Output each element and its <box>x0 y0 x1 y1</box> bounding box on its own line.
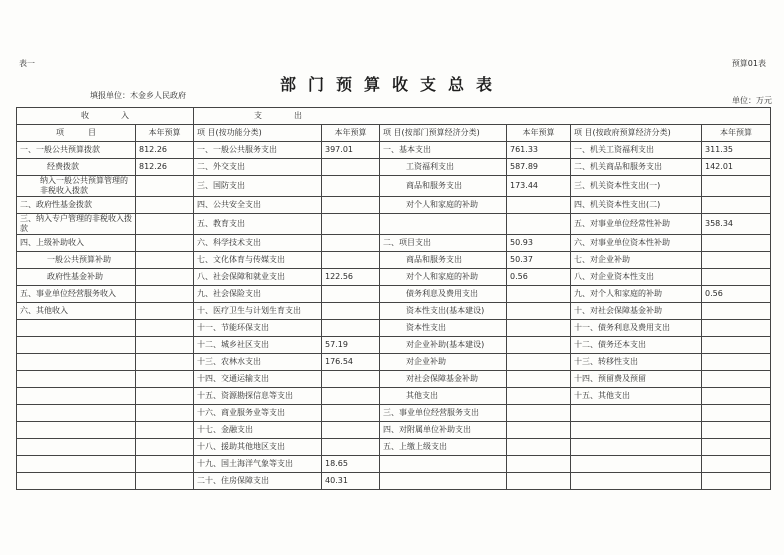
gov-economic-budget-cell: 358.34 <box>702 214 771 235</box>
income-budget-cell <box>136 456 194 473</box>
table-row <box>17 176 771 197</box>
gov-economic-budget-cell <box>702 303 771 320</box>
gov-economic-budget-cell <box>702 473 771 490</box>
gov-economic-item-cell: 八、对企业资本性支出 <box>571 269 702 286</box>
dept-economic-item-cell: 对企业补助(基本建设) <box>380 337 507 354</box>
income-item-cell <box>17 371 136 388</box>
dept-economic-budget-cell <box>507 473 571 490</box>
dept-economic-item-cell <box>380 214 507 235</box>
function-item-cell: 十、医疗卫生与计划生育支出 <box>194 303 322 320</box>
gov-economic-budget-cell <box>702 456 771 473</box>
function-item-cell: 六、科学技术支出 <box>194 235 322 252</box>
gov-economic-item-cell <box>571 405 702 422</box>
gov-economic-budget-cell <box>702 354 771 371</box>
dept-economic-budget-cell <box>507 214 571 235</box>
dept-economic-budget-cell <box>507 286 571 303</box>
gov-economic-budget-cell <box>702 337 771 354</box>
dept-economic-budget-cell <box>507 388 571 405</box>
function-item-cell: 五、教育支出 <box>194 214 322 235</box>
income-item-cell <box>17 354 136 371</box>
income-budget-cell <box>136 320 194 337</box>
table-row <box>17 320 771 337</box>
function-budget-cell <box>322 371 380 388</box>
budget-summary-table <box>16 107 771 490</box>
income-item-cell <box>17 439 136 456</box>
gov-economic-item-cell: 四、机关资本性支出(二) <box>571 197 702 214</box>
dept-economic-item-cell: 资本性支出(基本建设) <box>380 303 507 320</box>
function-item-cell: 十四、交通运输支出 <box>194 371 322 388</box>
table-row <box>17 159 771 176</box>
income-item-cell: 四、上级补助收入 <box>17 235 136 252</box>
gov-economic-budget-cell <box>702 320 771 337</box>
table-row <box>17 286 771 303</box>
gov-economic-item-cell: 五、对事业单位经常性补助 <box>571 214 702 235</box>
income-item-cell <box>17 422 136 439</box>
function-budget-cell <box>322 439 380 456</box>
page-title: 部门预算收支总表 <box>279 75 504 94</box>
dept-economic-item-cell: 债务利息及费用支出 <box>380 286 507 303</box>
gov-economic-budget-cell <box>702 371 771 388</box>
gov-economic-budget-cell <box>702 422 771 439</box>
table-row <box>17 354 771 371</box>
income-budget-cell <box>136 337 194 354</box>
gov-economic-budget-cell <box>702 235 771 252</box>
expense-section-header: 支 出 <box>194 108 771 125</box>
function-item-cell: 十六、商业服务业等支出 <box>194 405 322 422</box>
function-item-cell: 三、国防支出 <box>194 176 322 197</box>
dept-economic-budget-cell <box>507 456 571 473</box>
dept-economic-item-cell: 四、对附属单位补助支出 <box>380 422 507 439</box>
income-budget-cell <box>136 439 194 456</box>
gov-economic-item-cell: 二、机关商品和服务支出 <box>571 159 702 176</box>
gov-economic-item-cell: 十四、预留费及预留 <box>571 371 702 388</box>
table-row <box>17 371 771 388</box>
income-budget-cell <box>136 388 194 405</box>
gov-economic-item-cell: 十三、转移性支出 <box>571 354 702 371</box>
function-item-cell: 四、公共安全支出 <box>194 197 322 214</box>
income-budget-cell <box>136 371 194 388</box>
function-item-cell: 十八、援助其他地区支出 <box>194 439 322 456</box>
table-row <box>17 405 771 422</box>
function-item-cell: 二十、住房保障支出 <box>194 473 322 490</box>
gov-economic-item-cell: 六、对事业单位资本性补助 <box>571 235 702 252</box>
dept-economic-item-cell: 商品和服务支出 <box>380 252 507 269</box>
income-budget-cell <box>136 354 194 371</box>
income-budget-cell <box>136 235 194 252</box>
income-item-cell <box>17 473 136 490</box>
dept-economic-budget-cell <box>507 405 571 422</box>
dept-economic-item-cell: 三、事业单位经营服务支出 <box>380 405 507 422</box>
table-row <box>17 252 771 269</box>
function-budget-cell: 18.65 <box>322 456 380 473</box>
income-section-header: 收 入 <box>17 108 194 125</box>
dept-economic-budget-cell <box>507 320 571 337</box>
income-item-cell: 二、政府性基金拨款 <box>17 197 136 214</box>
dept-economic-item-cell: 二、项目支出 <box>380 235 507 252</box>
gov-economic-item-cell: 一、机关工资福利支出 <box>571 142 702 159</box>
gov-economic-budget-cell: 311.35 <box>702 142 771 159</box>
dept-economic-budget-cell <box>507 337 571 354</box>
table-number: 表一 <box>19 59 35 68</box>
income-budget-cell <box>136 303 194 320</box>
table-row <box>17 456 771 473</box>
income-budget-cell <box>136 286 194 303</box>
function-budget-cell <box>322 252 380 269</box>
income-item-cell: 政府性基金补助 <box>17 269 136 286</box>
gov-economic-item-cell: 七、对企业补助 <box>571 252 702 269</box>
column-header-budget: 本年预算 <box>136 125 194 142</box>
function-item-cell: 十七、金融支出 <box>194 422 322 439</box>
gov-economic-budget-cell: 142.01 <box>702 159 771 176</box>
function-item-cell: 一、一般公共服务支出 <box>194 142 322 159</box>
function-budget-cell <box>322 235 380 252</box>
income-budget-cell <box>136 473 194 490</box>
column-header-function-budget: 本年预算 <box>322 125 380 142</box>
income-item-cell: 一般公共预算补助 <box>17 252 136 269</box>
function-budget-cell <box>322 388 380 405</box>
income-item-cell: 纳入一般公共预算管理的非税收入拨款 <box>17 176 136 197</box>
table-row <box>17 197 771 214</box>
gov-economic-item-cell: 十五、其他支出 <box>571 388 702 405</box>
function-item-cell: 八、社会保障和就业支出 <box>194 269 322 286</box>
function-item-cell: 十二、城乡社区支出 <box>194 337 322 354</box>
gov-economic-item-cell <box>571 456 702 473</box>
dept-economic-budget-cell: 50.93 <box>507 235 571 252</box>
function-budget-cell <box>322 303 380 320</box>
gov-economic-item-cell: 十二、债务还本支出 <box>571 337 702 354</box>
gov-economic-budget-cell: 0.56 <box>702 286 771 303</box>
function-budget-cell <box>322 320 380 337</box>
column-header-function: 项 目(按功能分类) <box>194 125 322 142</box>
function-item-cell: 十一、节能环保支出 <box>194 320 322 337</box>
dept-economic-budget-cell: 50.37 <box>507 252 571 269</box>
income-item-cell <box>17 388 136 405</box>
gov-economic-budget-cell <box>702 197 771 214</box>
function-budget-cell: 176.54 <box>322 354 380 371</box>
income-budget-cell: 812.26 <box>136 159 194 176</box>
gov-economic-item-cell: 九、对个人和家庭的补助 <box>571 286 702 303</box>
table-row <box>17 142 771 159</box>
money-unit: 单位：万元 <box>732 96 772 105</box>
gov-economic-item-cell <box>571 473 702 490</box>
function-budget-cell <box>322 214 380 235</box>
dept-economic-item-cell: 一、基本支出 <box>380 142 507 159</box>
income-item-cell: 三、纳入专户管理的非税收入拨款 <box>17 214 136 235</box>
dept-economic-item-cell <box>380 473 507 490</box>
function-item-cell: 七、文化体育与传媒支出 <box>194 252 322 269</box>
form-code: 预算01表 <box>731 59 766 68</box>
gov-economic-item-cell: 十、对社会保障基金补助 <box>571 303 702 320</box>
gov-economic-item-cell: 十一、债务利息及费用支出 <box>571 320 702 337</box>
gov-economic-budget-cell <box>702 252 771 269</box>
income-budget-cell <box>136 405 194 422</box>
column-header-gov-economic: 项 目(按政府预算经济分类) <box>571 125 702 142</box>
income-item-cell: 经费拨款 <box>17 159 136 176</box>
dept-economic-budget-cell <box>507 197 571 214</box>
dept-economic-item-cell: 对个人和家庭的补助 <box>380 197 507 214</box>
income-item-cell <box>17 405 136 422</box>
gov-economic-budget-cell <box>702 405 771 422</box>
dept-economic-budget-cell <box>507 439 571 456</box>
dept-economic-item-cell: 对个人和家庭的补助 <box>380 269 507 286</box>
function-item-cell: 十三、农林水支出 <box>194 354 322 371</box>
income-item-cell: 五、事业单位经营服务收入 <box>17 286 136 303</box>
table-row <box>17 269 771 286</box>
dept-economic-item-cell: 对社会保障基金补助 <box>380 371 507 388</box>
function-budget-cell: 40.31 <box>322 473 380 490</box>
dept-economic-budget-cell <box>507 371 571 388</box>
dept-economic-item-cell <box>380 456 507 473</box>
gov-economic-budget-cell <box>702 439 771 456</box>
income-item-cell: 六、其他收入 <box>17 303 136 320</box>
table-row <box>17 388 771 405</box>
table-row <box>17 422 771 439</box>
dept-economic-item-cell: 工资福利支出 <box>380 159 507 176</box>
column-header-item: 项 目 <box>17 125 136 142</box>
function-item-cell: 十五、资源勘探信息等支出 <box>194 388 322 405</box>
gov-economic-item-cell <box>571 439 702 456</box>
gov-economic-item-cell <box>571 422 702 439</box>
dept-economic-budget-cell: 0.56 <box>507 269 571 286</box>
table-row <box>17 235 771 252</box>
income-budget-cell <box>136 252 194 269</box>
dept-economic-item-cell: 资本性支出 <box>380 320 507 337</box>
function-budget-cell <box>322 176 380 197</box>
dept-economic-item-cell: 其他支出 <box>380 388 507 405</box>
dept-economic-item-cell: 五、上缴上级支出 <box>380 439 507 456</box>
function-budget-cell <box>322 286 380 303</box>
table-row <box>17 439 771 456</box>
function-budget-cell <box>322 405 380 422</box>
column-header-dept-budget: 本年预算 <box>507 125 571 142</box>
function-budget-cell <box>322 197 380 214</box>
function-budget-cell <box>322 422 380 439</box>
column-header-dept-economic: 项 目(按部门预算经济分类) <box>380 125 507 142</box>
function-budget-cell: 397.01 <box>322 142 380 159</box>
table-row <box>17 303 771 320</box>
table-row <box>17 337 771 354</box>
gov-economic-budget-cell <box>702 388 771 405</box>
income-item-cell <box>17 456 136 473</box>
dept-economic-item-cell: 对企业补助 <box>380 354 507 371</box>
income-budget-cell <box>136 422 194 439</box>
dept-economic-budget-cell <box>507 354 571 371</box>
income-budget-cell <box>136 214 194 235</box>
dept-economic-item-cell: 商品和服务支出 <box>380 176 507 197</box>
table-row <box>17 473 771 490</box>
column-header-gov-budget: 本年预算 <box>702 125 771 142</box>
function-item-cell: 十九、国土海洋气象等支出 <box>194 456 322 473</box>
income-item-cell <box>17 320 136 337</box>
income-budget-cell <box>136 176 194 197</box>
income-item-cell: 一、一般公共预算拨款 <box>17 142 136 159</box>
function-budget-cell <box>322 159 380 176</box>
gov-economic-budget-cell <box>702 269 771 286</box>
income-budget-cell <box>136 197 194 214</box>
dept-economic-budget-cell <box>507 303 571 320</box>
function-budget-cell: 57.19 <box>322 337 380 354</box>
dept-economic-budget-cell: 173.44 <box>507 176 571 197</box>
dept-economic-budget-cell: 761.33 <box>507 142 571 159</box>
gov-economic-item-cell: 三、机关资本性支出(一) <box>571 176 702 197</box>
function-item-cell: 九、社会保险支出 <box>194 286 322 303</box>
dept-economic-budget-cell: 587.89 <box>507 159 571 176</box>
function-item-cell: 二、外交支出 <box>194 159 322 176</box>
income-budget-cell: 812.26 <box>136 142 194 159</box>
income-budget-cell <box>136 269 194 286</box>
gov-economic-budget-cell <box>702 176 771 197</box>
filling-unit: 填报单位：木金乡人民政府 <box>90 91 186 100</box>
function-budget-cell: 122.56 <box>322 269 380 286</box>
income-item-cell <box>17 337 136 354</box>
table-row <box>17 214 771 235</box>
dept-economic-budget-cell <box>507 422 571 439</box>
